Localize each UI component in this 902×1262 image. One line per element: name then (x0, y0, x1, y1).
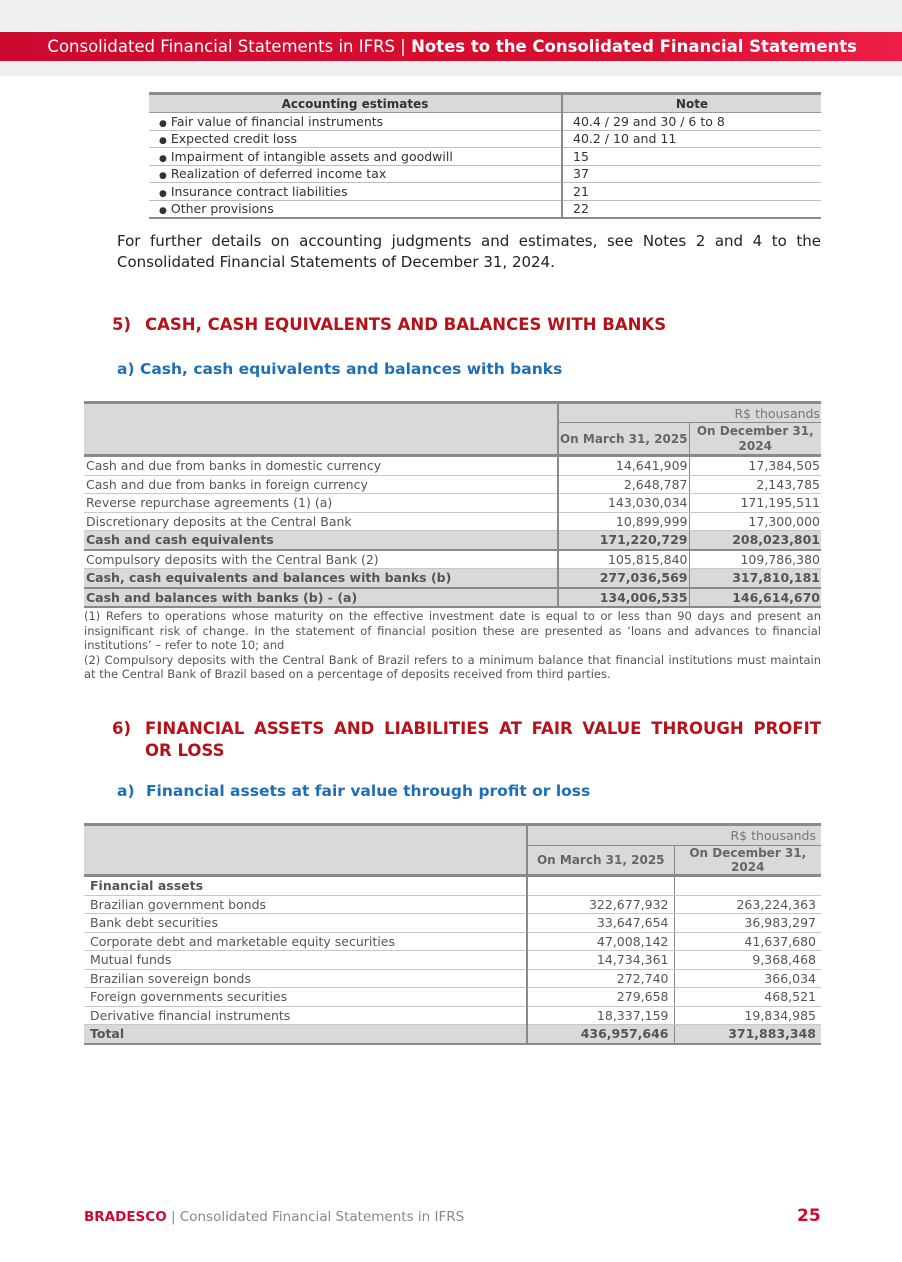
estimate-note: 15 (562, 148, 821, 166)
fvtpl-row-march: 279,658 (527, 988, 674, 1007)
cash-row-label: Cash and balances with banks (b) - (a) (84, 588, 558, 608)
fvtpl-row-label: Corporate debt and marketable equity securities (84, 932, 527, 951)
fvtpl-row-label: Brazilian government bonds (84, 895, 527, 914)
fvtpl-total-v1: 436,957,646 (527, 1025, 674, 1044)
fvtpl-group-v1 (527, 876, 674, 896)
footer-brand-line (84, 1209, 464, 1225)
estimate-row (149, 165, 821, 183)
cash-row-march: 2,648,787 (558, 475, 689, 494)
estimate-row (149, 148, 821, 166)
fvtpl-row-label: Mutual funds (84, 951, 527, 970)
page-header-banner (0, 32, 902, 61)
section-5-number: 5) (112, 315, 132, 334)
fvtpl-row-december: 41,637,680 (674, 932, 821, 951)
estimate-label: Expected credit loss (170, 131, 298, 147)
estimate-label: Fair value of financial instruments (170, 113, 384, 129)
col-header-note: Note (562, 94, 821, 113)
cash-row-label: Discretionary deposits at the Central Bank (84, 512, 558, 531)
bullet-icon: ● (159, 206, 167, 217)
estimate-label: Realization of deferred income tax (170, 166, 387, 182)
fvtpl-row-december: 9,368,468 (674, 951, 821, 970)
fvtpl-row (84, 969, 821, 988)
section-6-number: 6) (112, 719, 132, 738)
fvtpl-row-december: 263,224,363 (674, 895, 821, 914)
fvtpl-row-label: Brazilian sovereign bonds (84, 969, 527, 988)
cash-table-corner (84, 403, 558, 456)
cash-row-december: 171,195,511 (689, 494, 821, 513)
accounting-estimates-table (149, 92, 821, 219)
estimate-label-cell (149, 113, 562, 131)
fvtpl-total-v2: 371,883,348 (674, 1025, 821, 1044)
fvtpl-row-december: 19,834,985 (674, 1006, 821, 1025)
fvtpl-row-march: 14,734,361 (527, 951, 674, 970)
cash-table-unit: R$ thousands (558, 403, 821, 423)
cash-row (84, 456, 821, 476)
cash-row-december: 109,786,380 (689, 550, 821, 569)
bullet-icon: ● (159, 171, 167, 182)
cash-row (84, 494, 821, 513)
estimates-paragraph: For further details on accounting judgments and estimates, see Notes 2 and 4 to the Consolidated Financial Statements of December 31, 2024. (117, 232, 821, 271)
section-5a-heading: a) Cash, cash equivalents and balances with banks (117, 360, 563, 378)
fvtpl-assets-table (84, 823, 821, 1045)
col-header-estimates: Accounting estimates (149, 94, 562, 113)
fvtpl-col-march: On March 31, 2025 (527, 846, 674, 876)
cash-row-december: 317,810,181 (689, 569, 821, 588)
cash-row-label: Cash, cash equivalents and balances with banks (b) (84, 569, 558, 588)
estimate-label: Insurance contract liabilities (170, 183, 348, 199)
cash-row-december: 17,384,505 (689, 456, 821, 476)
cash-row-label: Reverse repurchase agreements (1) (a) (84, 494, 558, 513)
fvtpl-row (84, 988, 821, 1007)
cash-row (84, 550, 821, 569)
estimate-row (149, 113, 821, 131)
estimate-label-cell (149, 183, 562, 201)
cash-row-december: 146,614,670 (689, 588, 821, 608)
fvtpl-row-label: Derivative financial instruments (84, 1006, 527, 1025)
estimate-note: 40.4 / 29 and 30 / 6 to 8 (562, 113, 821, 131)
header-section-title: Notes to the Consolidated Financial Statements (411, 37, 857, 56)
estimate-label-cell (149, 130, 562, 148)
estimate-note: 37 (562, 165, 821, 183)
cash-row-march: 277,036,569 (558, 569, 689, 588)
bullet-icon: ● (159, 153, 167, 164)
cash-row-label: Cash and due from banks in domestic currency (84, 456, 558, 476)
estimate-note: 21 (562, 183, 821, 201)
cash-table-notes (84, 609, 821, 682)
cash-row-label: Cash and cash equivalents (84, 531, 558, 550)
cash-row (84, 512, 821, 531)
estimate-label: Impairment of intangible assets and goodwill (170, 148, 453, 164)
section-6a-title: Financial assets at fair value through profit or loss (145, 782, 591, 800)
fvtpl-row-march: 33,647,654 (527, 914, 674, 933)
fvtpl-row-label: Bank debt securities (84, 914, 527, 933)
fvtpl-row-march: 272,740 (527, 969, 674, 988)
estimate-label-cell (149, 148, 562, 166)
cash-total-row (84, 569, 821, 588)
fvtpl-group-v2 (674, 876, 821, 896)
estimate-note: 22 (562, 200, 821, 218)
fvtpl-row-december: 468,521 (674, 988, 821, 1007)
section-5-title: CASH, CASH EQUIVALENTS AND BALANCES WITH BANKS (145, 315, 667, 334)
fvtpl-row-label: Foreign governments securities (84, 988, 527, 1007)
estimate-row (149, 130, 821, 148)
cash-row-march: 105,815,840 (558, 550, 689, 569)
estimate-row (149, 200, 821, 218)
estimate-note: 40.2 / 10 and 11 (562, 130, 821, 148)
fvtpl-row-december: 36,983,297 (674, 914, 821, 933)
cash-row-december: 17,300,000 (689, 512, 821, 531)
fvtpl-group-label: Financial assets (84, 876, 527, 896)
cash-row-december: 2,143,785 (689, 475, 821, 494)
estimate-label-cell (149, 200, 562, 218)
cash-total-row (84, 531, 821, 550)
estimate-label-cell (149, 165, 562, 183)
cash-row-march: 171,220,729 (558, 531, 689, 550)
cash-col-march: On March 31, 2025 (558, 423, 689, 456)
cash-total-row (84, 588, 821, 608)
footer-brand: BRADESCO (84, 1209, 167, 1225)
note-2: (2) Compulsory deposits with the Central Bank of Brazil refers to a minimum balance that financial institutions must maintain at the Central Bank of Brazil based on a percentage of deposits received from third parties. (84, 652, 821, 681)
fvtpl-col-december: On December 31, 2024 (674, 846, 821, 876)
fvtpl-table-unit: R$ thousands (527, 825, 821, 846)
fvtpl-row (84, 1006, 821, 1025)
cash-row-march: 143,030,034 (558, 494, 689, 513)
fvtpl-row-march: 322,677,932 (527, 895, 674, 914)
cash-row (84, 475, 821, 494)
section-6a-letter: a) (117, 782, 135, 800)
bullet-icon: ● (159, 136, 167, 147)
fvtpl-row-december: 366,034 (674, 969, 821, 988)
estimate-row (149, 183, 821, 201)
cash-row-march: 14,641,909 (558, 456, 689, 476)
footer-text: | Consolidated Financial Statements in IFRS (166, 1209, 465, 1225)
note-1: (1) Refers to operations whose maturity on the effective investment date is equal to or less than 90 days and present an insignificant risk of change. In the statement of financial position these are presented as ‘loans and advances to financial institutions’ – refer to note 10; and (84, 609, 821, 652)
fvtpl-row (84, 951, 821, 970)
fvtpl-row (84, 932, 821, 951)
cash-row-march: 10,899,999 (558, 512, 689, 531)
section-6-title: FINANCIAL ASSETS AND LIABILITIES AT FAIR VALUE THROUGH PROFIT OR LOSS (145, 719, 821, 760)
cash-row-december: 208,023,801 (689, 531, 821, 550)
fvtpl-row (84, 895, 821, 914)
header-doc-title: Consolidated Financial Statements in IFRS | (47, 37, 412, 56)
bullet-icon: ● (159, 188, 167, 199)
cash-col-december: On December 31, 2024 (689, 423, 821, 456)
cash-row-label: Cash and due from banks in foreign currency (84, 475, 558, 494)
section-6a-heading (117, 782, 590, 800)
cash-row-march: 134,006,535 (558, 588, 689, 608)
fvtpl-row-march: 18,337,159 (527, 1006, 674, 1025)
fvtpl-table-corner (84, 825, 527, 876)
fvtpl-row (84, 914, 821, 933)
cash-row-label: Compulsory deposits with the Central Bank (2) (84, 550, 558, 569)
fvtpl-total-label: Total (84, 1025, 527, 1044)
bullet-icon: ● (159, 118, 167, 129)
fvtpl-row-march: 47,008,142 (527, 932, 674, 951)
page-number: 25 (797, 1206, 821, 1226)
cash-table (84, 401, 821, 608)
estimate-label: Other provisions (170, 201, 274, 217)
